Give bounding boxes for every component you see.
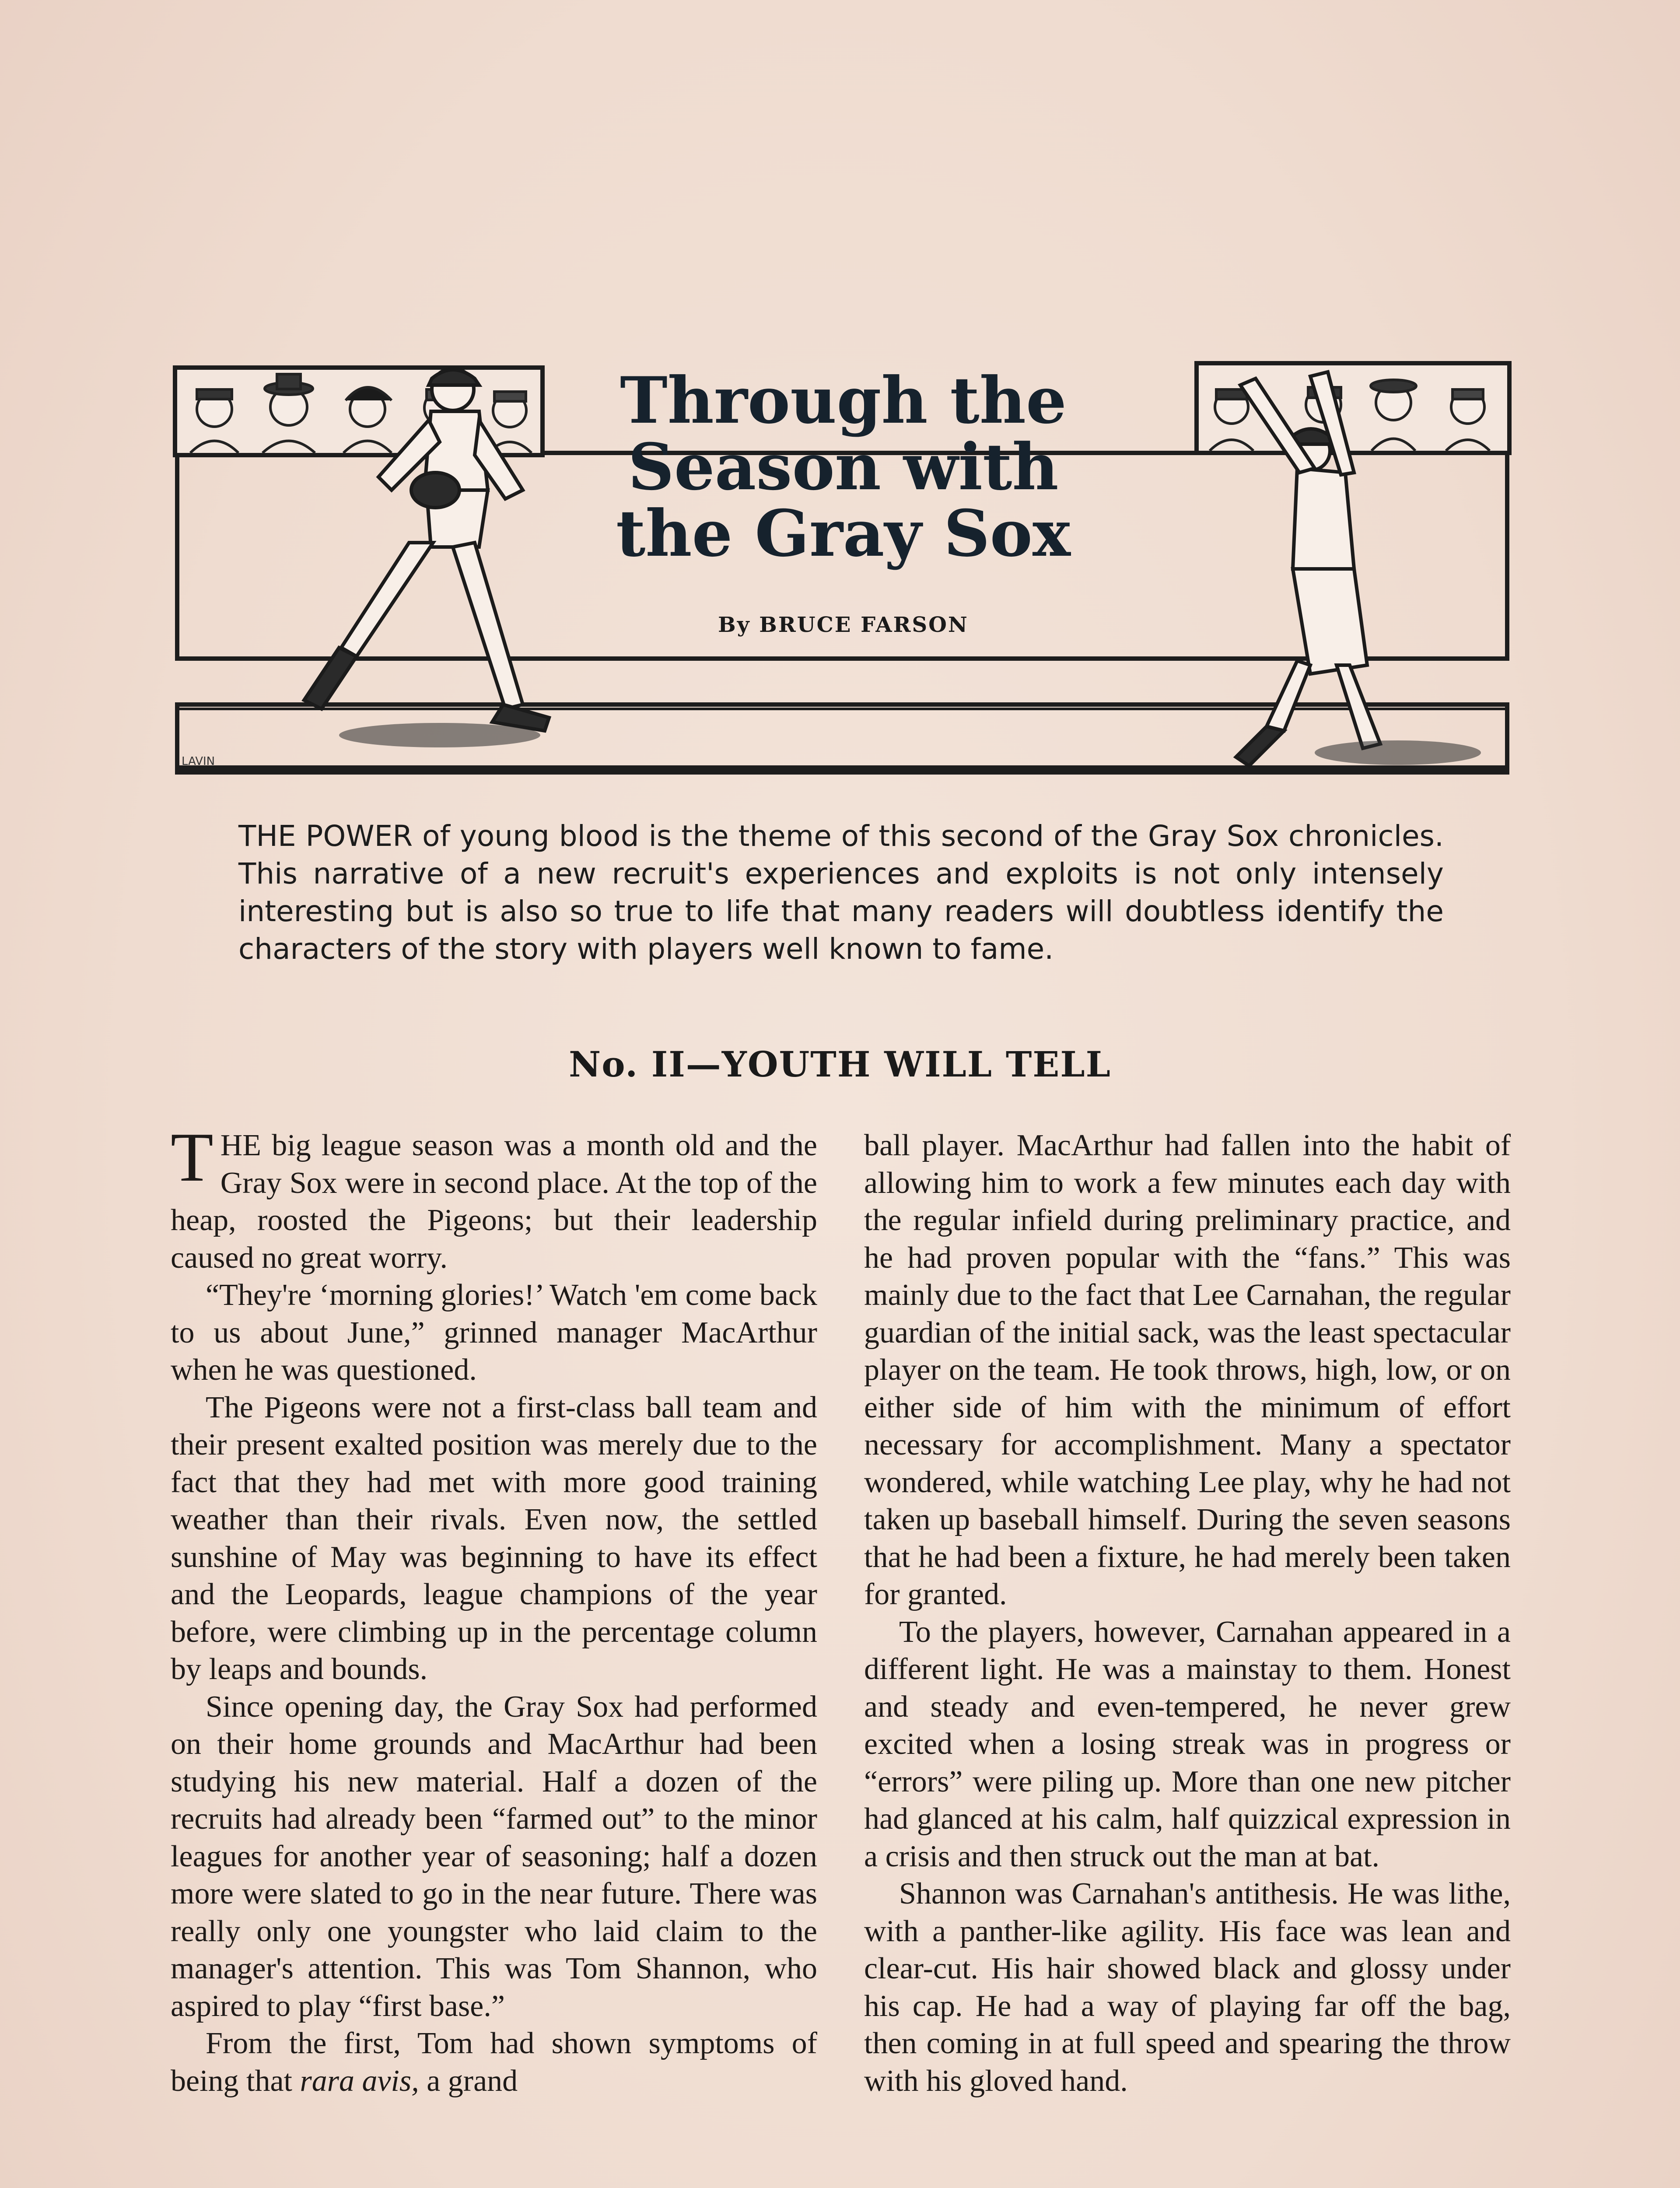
intro-blurb: THE POWER of young blood is the theme of this second of the Gray Sox chronicles. This narrative of a new recruit's experiences and exploits is not only intensely interesting but is also so true to life that many readers will doubtless identify the characters of the story with players well known to fame. [238, 819, 1444, 966]
paragraph: To the players, however, Carnahan appeared in a different light. He was a mainstay to them. Honest and steady and even-tempered, he never grew excited when a losing streak was in progress or “errors” were piling up. More than one new pitcher had glanced at his calm, half quizzical expression in a crisis and then struck out the man at bat. [864, 1615, 1511, 1873]
text-column-left [171, 1118, 817, 2100]
paragraph: ball player. MacArthur had fallen into the habit of allowing him to work a few minutes each day with the regular infield during preliminary practice, and he had proven popular with the “fans.” This was mainly due to the fact that Lee Carnahan, the regular guardian of the initial sack, was the least spectacular player on the team. He took throws, high, low, or on either side of him with the minimum of effort necessary for accomplishment. Many a spectator wondered, while watching Lee play, why he had not taken up baseball himself. During the seven seasons that he had been a fixture, he had merely been taken for granted. [864, 1129, 1511, 1611]
title-line-3: the Gray Sox [616, 496, 1071, 571]
paragraph: The Pigeons were not a first-class ball team and their present exalted position was merely due to the fact that they had met with more good training weather than their rivals. Even now, the settled sunshine of May was beginning to have its effect and the Leopards, league champions of the year before, were climbing up in the percentage column by leaps and bounds. [171, 1390, 817, 1686]
paragraph [171, 2025, 817, 2100]
drop-cap: T [171, 1118, 214, 1196]
paragraph-text: From the first, Tom had shown symptoms of being that [171, 2027, 817, 2098]
paragraph: Shannon was Carnahan's antithesis. He was lithe, with a panther-like agility. His face was lean and clear-cut. His hair showed black and glossy under his cap. He had a way of playing far off the bag, then coming in at full speed and spearing the throw with his gloved hand. [864, 1877, 1511, 2098]
title-banner [173, 359, 1514, 779]
paragraph-text: a grand [419, 2064, 518, 2098]
title-line-1: Through the [620, 363, 1067, 438]
paragraph: “They're ‘morning glories!’ Watch 'em come back to us about June,” grinned manager MacArthur when he was questioned. [171, 1278, 817, 1387]
paragraph-text: HE big league season was a month old and the Gray Sox were in second place. At the top of the heap, roosted the Pigeons; but their leadership caused no great worry. [171, 1129, 817, 1275]
text-column-right [864, 1127, 1511, 2100]
paragraph [171, 1118, 817, 1276]
paragraph: Since opening day, the Gray Sox had performed on their home grounds and MacArthur had been studying his new material. Half a dozen of the recruits had already been “farmed out” to the minor leagues for another year of seasoning; half a dozen more were slated to go in the near future. There was really only one youngster who laid claim to the manager's attention. This was Tom Shannon, who aspired to play “first base.” [171, 1690, 817, 2023]
illustrator-signature: LAVIN [182, 755, 215, 768]
byline: By BRUCE FARSON [718, 613, 969, 637]
article-title [615, 363, 1072, 571]
section-heading: No. II—YOUTH WILL TELL [569, 1044, 1111, 1085]
title-line-2: Season with [628, 430, 1059, 505]
italic-phrase: rara avis, [300, 2064, 419, 2098]
